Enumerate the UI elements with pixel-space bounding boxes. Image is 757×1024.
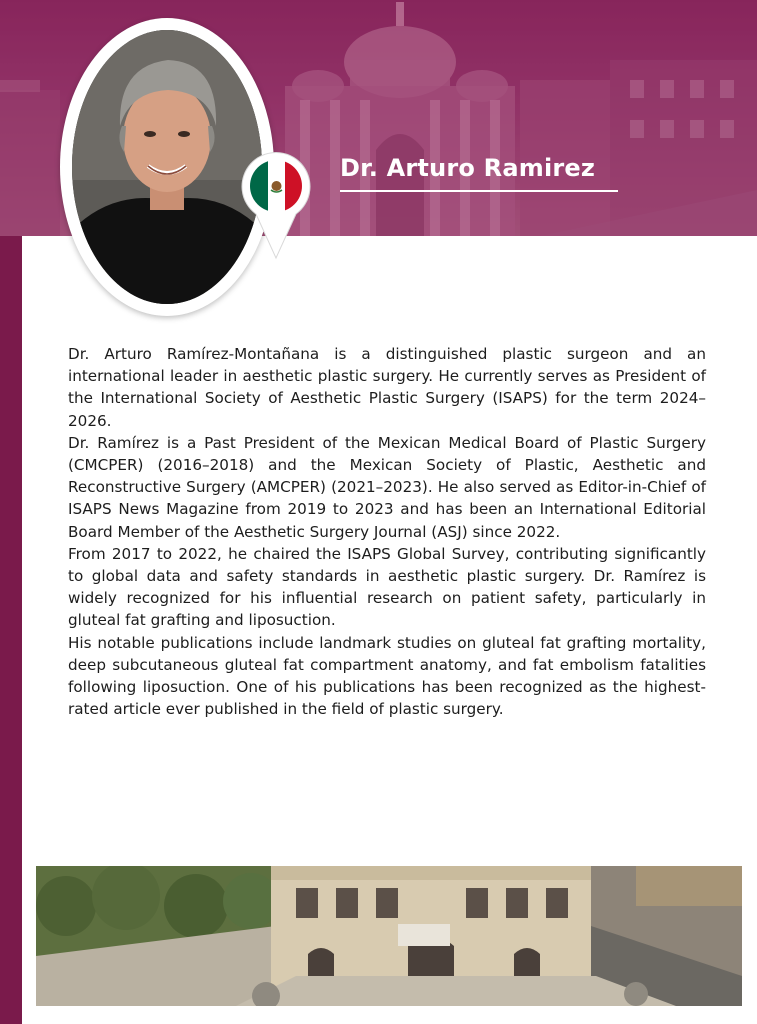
palace-photo xyxy=(36,866,742,1006)
bio-paragraph: From 2017 to 2022, he chaired the ISAPS Global Survey, contributing significantly to global data and safety standards in aesthetic plastic surgery. Dr. Ramírez is widely recognized for his influential research on patient safety, particularly in gluteal fat grafting and liposuction. xyxy=(68,544,706,630)
left-accent-bar xyxy=(0,236,22,1024)
mexico-flag-icon xyxy=(250,160,302,212)
biography xyxy=(68,343,706,720)
bio-paragraph: Dr. Arturo Ramírez-Montañana is a distinguished plastic surgeon and an international leader in aesthetic plastic surgery. He currently serves as President of the International Society of Aesthetic Plastic Surgery (ISAPS) for the term 2024–2026. xyxy=(68,345,706,430)
doctor-portrait xyxy=(72,30,262,304)
doctor-name: Dr. Arturo Ramirez xyxy=(340,154,596,182)
location-pin xyxy=(240,152,312,260)
bio-paragraph: His notable publications include landmark studies on gluteal fat grafting mortality, deep subcutaneous gluteal fat compartment anatomy, and fat embolism fatalities following liposuction. One of his publications has been recognized as the highest-rated article ever published in the field of plastic surgery. xyxy=(68,633,706,719)
bio-paragraph: Dr. Ramírez is a Past President of the Mexican Medical Board of Plastic Surgery (CMCPER) (2016–2018) and the Mexican Society of Plastic, Aesthetic and Reconstructive Surgery (AMCPER) (2021–2023). He also served as Editor-in-Chief of ISAPS News Magazine from 2019 to 2023 and has been an International Editorial Board Member of the Aesthetic Surgery Journal (ASJ) since 2022. xyxy=(68,433,706,541)
name-underline xyxy=(340,154,618,192)
